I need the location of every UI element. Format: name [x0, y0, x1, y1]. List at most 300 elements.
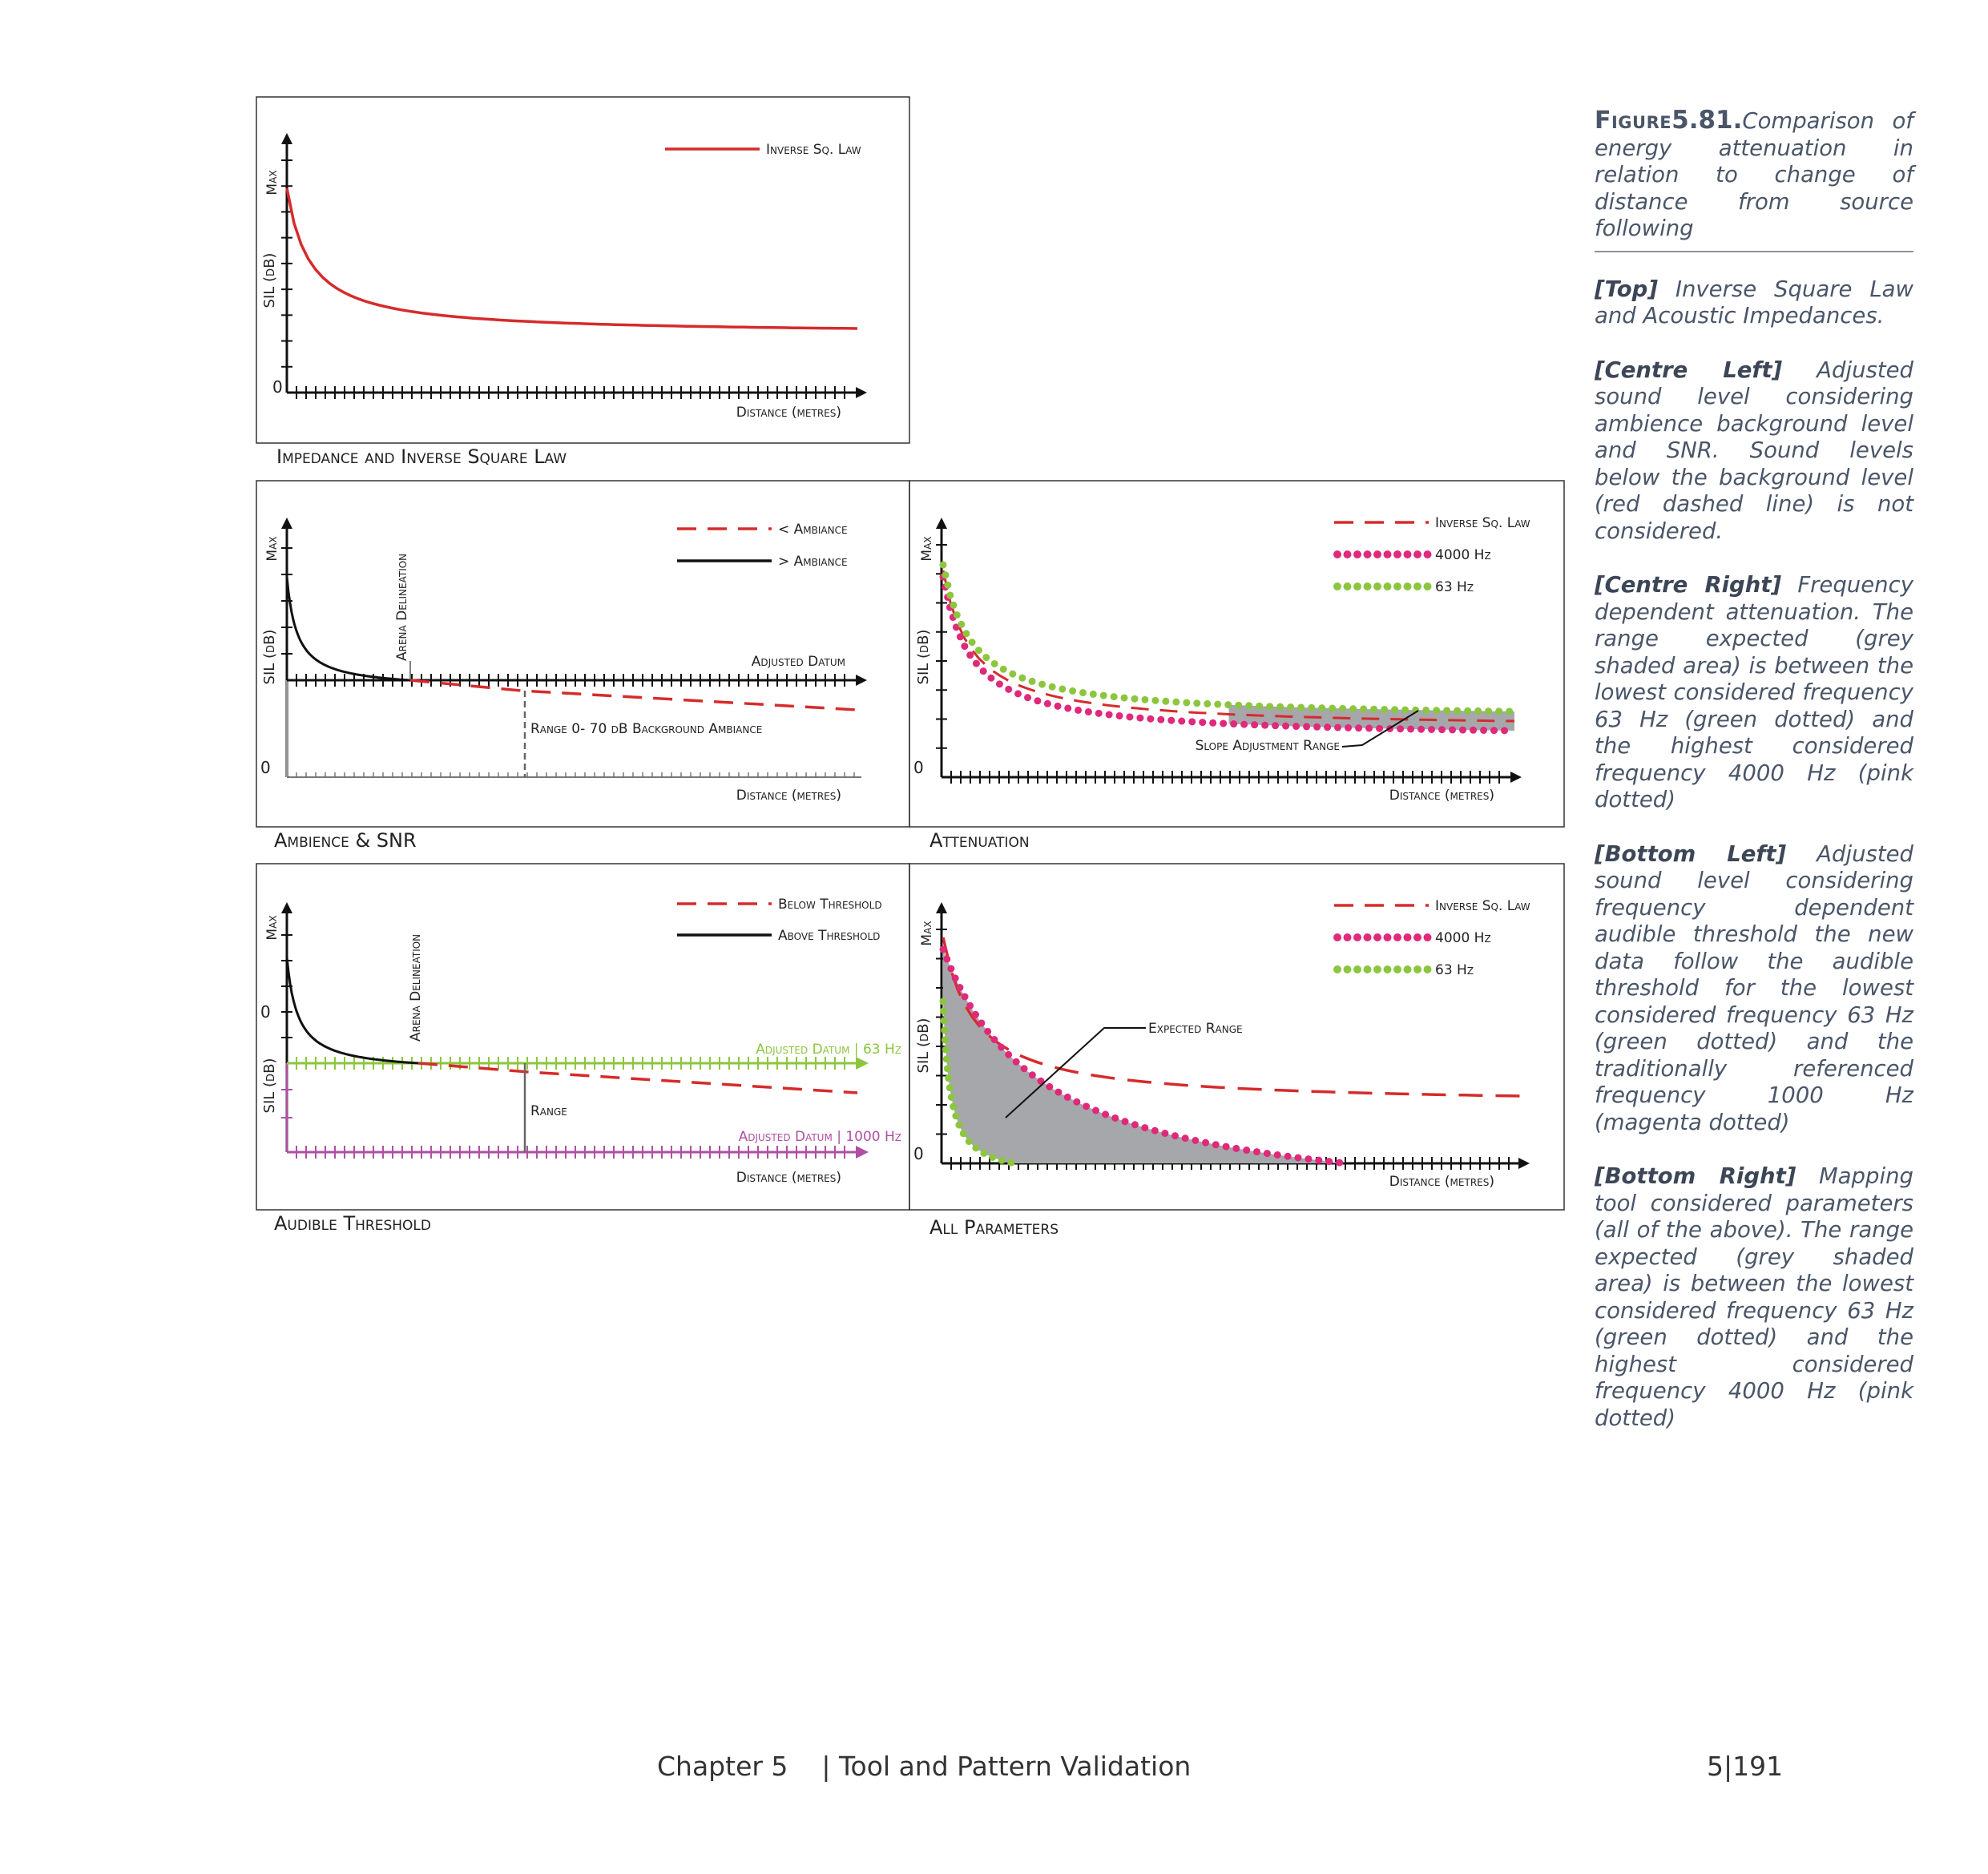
dot-mark: [1102, 1110, 1109, 1118]
legend-63hz-swatch: [1333, 582, 1432, 590]
caption-title: Comparison of energy attenuation in relation to change of distance from source following: [1595, 108, 1913, 241]
dot-mark: [946, 1084, 954, 1091]
y-axis-arrow: [281, 133, 292, 144]
dot-mark: [1318, 704, 1325, 711]
dot-mark: [1424, 965, 1432, 973]
dot-mark: [972, 1144, 979, 1151]
dot-mark: [1220, 719, 1227, 727]
dot-mark: [1393, 965, 1401, 973]
caption-title-block: [1595, 107, 1913, 252]
dot-mark: [1404, 965, 1412, 973]
dot-mark: [1364, 550, 1372, 558]
dot-mark: [1344, 582, 1352, 590]
dot-mark: [1391, 706, 1398, 713]
y-axis-max-label: Max: [264, 536, 280, 562]
arena-delineation-label: Arena Delineation: [394, 553, 410, 661]
dot-mark: [1404, 582, 1412, 590]
dot-mark: [1121, 694, 1128, 701]
dot-mark: [945, 1074, 952, 1082]
dot-mark: [1355, 724, 1362, 731]
x-axis-arrow: [856, 387, 867, 398]
dot-mark: [1333, 582, 1341, 590]
dot-mark: [1454, 707, 1461, 715]
dot-mark: [1333, 965, 1341, 973]
dot-mark: [1029, 678, 1036, 685]
dot-mark: [1064, 705, 1071, 712]
dot-mark: [1038, 681, 1046, 688]
caption-section-head: [Bottom Right]: [1595, 1163, 1796, 1189]
dot-mark: [1182, 1134, 1189, 1142]
adjusted-datum-label: Adjusted Datum: [751, 654, 845, 670]
dot-mark: [1349, 705, 1357, 712]
dot-mark: [961, 643, 968, 650]
x-axis-title: Distance (metres): [1389, 1174, 1494, 1190]
dot-mark: [1014, 690, 1022, 697]
y-axis-zero-label: 0: [913, 758, 924, 777]
dot-mark: [998, 1157, 1006, 1164]
dot-mark: [1024, 694, 1031, 701]
dot-mark: [1136, 715, 1143, 722]
dot-mark: [1214, 701, 1221, 708]
dot-mark: [947, 965, 954, 973]
caption-section-bottom-left: [1595, 841, 1913, 1137]
dot-mark: [980, 1150, 987, 1157]
dot-mark: [1485, 707, 1492, 715]
dot-mark: [1224, 701, 1232, 708]
y-axis-max-label: Max: [264, 915, 280, 941]
dot-mark: [1295, 1154, 1302, 1161]
dot-mark: [1401, 706, 1409, 713]
dot-mark: [960, 1130, 967, 1137]
caption-section-bottom-right: [1595, 1163, 1913, 1432]
dot-mark: [942, 1036, 949, 1043]
caption-section-text: Adjusted sound level considering ambience background level and SNR. Sound levels below the background level (red dashed line) is not considered.: [1595, 357, 1913, 544]
dot-mark: [1141, 696, 1148, 703]
dot-mark: [1334, 723, 1341, 731]
panel-caption: Ambience & SNR: [274, 829, 417, 852]
y-axis-title: SIL (dB): [261, 252, 278, 308]
legend-4000hz-swatch: [1333, 933, 1432, 941]
dot-mark: [1284, 1153, 1292, 1160]
dot-mark: [940, 946, 947, 953]
range-label: Range 0- 70 dB Background Ambiance: [530, 721, 763, 737]
dot-mark: [1424, 582, 1432, 590]
dot-mark: [1232, 1145, 1240, 1152]
dot-mark: [943, 956, 950, 963]
dot-mark: [1162, 698, 1169, 705]
dot-mark: [954, 611, 961, 619]
caption-section-head: [Centre Right]: [1595, 572, 1782, 598]
dot-mark: [966, 1002, 974, 1010]
caption-section-head: [Top]: [1595, 276, 1658, 302]
inverse-square-curve: [287, 188, 857, 328]
dot-mark: [1235, 702, 1242, 709]
dot-mark: [955, 1122, 962, 1129]
dot-mark: [1005, 686, 1012, 693]
adjusted-datum-63hz-label: Adjusted Datum | 63 Hz: [756, 1042, 901, 1058]
dot-mark: [1054, 1089, 1062, 1096]
dot-mark: [998, 1044, 1005, 1051]
legend-below-threshold-label: Below Threshold: [778, 897, 882, 913]
y-axis-max-label: Max: [919, 921, 935, 946]
dot-mark: [1029, 1071, 1036, 1078]
y-axis-zero-label: 0: [260, 758, 271, 777]
legend-63hz-label: 63 Hz: [1435, 579, 1474, 595]
caption-section-head: [Centre Left]: [1595, 357, 1783, 383]
dot-mark: [996, 680, 1003, 687]
dot-mark: [946, 591, 954, 598]
y-axis-title: SIL (dB): [915, 629, 932, 685]
dot-mark: [1404, 550, 1412, 558]
y-axis-title: SIL (dB): [261, 629, 278, 685]
dot-mark: [1459, 727, 1466, 734]
dot-mark: [1433, 707, 1440, 714]
dot-mark: [1490, 727, 1498, 734]
dot-mark: [1243, 1147, 1250, 1154]
dot-mark: [1373, 965, 1381, 973]
dot-mark: [1021, 1065, 1028, 1072]
dot-mark: [1116, 712, 1123, 719]
dot-mark: [973, 660, 980, 667]
y-axis-zero-label: 0: [260, 1002, 271, 1022]
dot-mark: [950, 1103, 957, 1110]
dot-mark: [980, 667, 987, 675]
panel-top-inverse-square-law: [256, 97, 909, 468]
legend-below-ambiance-label: < Ambiance: [778, 522, 848, 538]
dot-mark: [940, 1007, 947, 1014]
dot-mark: [1373, 933, 1381, 941]
dot-mark: [1253, 1148, 1260, 1155]
dot-mark: [1013, 1058, 1020, 1066]
x-axis-title: Distance (metres): [736, 788, 841, 804]
y-axis-arrow: [936, 518, 947, 529]
dot-mark: [1034, 697, 1041, 704]
dot-mark: [1171, 1132, 1179, 1139]
dot-mark: [1364, 582, 1372, 590]
dot-mark: [952, 1112, 959, 1119]
dot-mark: [1413, 933, 1421, 941]
legend-above-ambiance-label: > Ambiance: [778, 554, 848, 570]
dot-mark: [962, 630, 970, 637]
y-axis-zero-label: 0: [272, 377, 283, 397]
y-axis-title: SIL (dB): [261, 1058, 278, 1114]
dot-mark: [1413, 965, 1421, 973]
dot-mark: [1344, 933, 1352, 941]
dot-mark: [1204, 700, 1211, 707]
dot-mark: [1424, 933, 1432, 941]
dot-mark: [956, 984, 963, 991]
dot-mark: [1100, 692, 1107, 699]
dot-mark: [1209, 719, 1216, 727]
panel-bottom-right-all-parameters: [909, 864, 1564, 1239]
dot-mark: [1046, 1083, 1053, 1090]
dot-mark: [1172, 699, 1179, 706]
slope-adjustment-label: Slope Adjustment Range: [1195, 738, 1340, 754]
dot-mark: [1506, 707, 1513, 715]
dot-mark: [1161, 1130, 1168, 1137]
dot-mark: [957, 633, 964, 640]
datum-arrow: [856, 675, 867, 686]
y-axis-arrow: [281, 518, 292, 529]
dot-mark: [944, 582, 951, 589]
dot-mark: [966, 651, 974, 659]
dot-mark: [1333, 933, 1341, 941]
dot-mark: [958, 621, 965, 628]
y-axis-arrow: [281, 902, 292, 913]
dot-mark: [1223, 1143, 1230, 1151]
dot-mark: [1393, 550, 1401, 558]
dot-mark: [1151, 1127, 1159, 1134]
dot-mark: [990, 1036, 998, 1043]
dot-mark: [1251, 721, 1258, 728]
panel-centre-left-ambience: [256, 481, 909, 852]
dot-mark: [1287, 703, 1294, 711]
legend-inverse-sq-law-label: Inverse Sq. Law: [766, 142, 861, 158]
dot-mark: [1292, 723, 1300, 730]
dot-mark: [1313, 723, 1321, 731]
dot-mark: [942, 1046, 950, 1053]
dot-mark: [1297, 703, 1304, 711]
dot-mark: [950, 602, 958, 609]
dot-mark: [1376, 725, 1383, 732]
dot-mark: [1183, 699, 1190, 706]
dot-mark: [941, 1017, 948, 1024]
dot-mark: [1308, 704, 1315, 711]
caption-section-text: Mapping tool considered parameters (all of the above). The range expected (grey shaded area) is between the lowest considered frequency 63 Hz (green dotted) and the highest considered frequency 4000 Hz (pink dotted): [1595, 1163, 1913, 1431]
panel-caption: Audible Threshold: [274, 1212, 431, 1235]
dot-mark: [1325, 1158, 1333, 1165]
dot-mark: [1075, 707, 1082, 714]
dot-mark: [1339, 705, 1346, 712]
figure-caption: [1595, 107, 1913, 1459]
dot-mark: [1384, 933, 1392, 941]
dot-mark: [1370, 706, 1377, 713]
dot-mark: [1199, 719, 1206, 726]
legend-4000hz-swatch: [1333, 550, 1432, 558]
dot-mark: [1353, 965, 1361, 973]
range-label: Range: [530, 1103, 567, 1119]
dot-mark: [1333, 550, 1341, 558]
dot-mark: [1178, 718, 1185, 725]
legend-inverse-sq-law-label: Inverse Sq. Law: [1435, 898, 1530, 914]
panel-caption: Attenuation: [929, 829, 1030, 852]
dot-mark: [1147, 715, 1154, 723]
dot-mark: [1384, 582, 1392, 590]
dot-mark: [1272, 722, 1279, 729]
panel-centre-right-attenuation: [909, 481, 1564, 852]
dot-mark: [1106, 711, 1113, 718]
dot-mark: [969, 639, 976, 646]
dot-mark: [940, 998, 947, 1006]
footer-page-number: 5|191: [1707, 1751, 1784, 1782]
dot-mark: [1397, 725, 1404, 732]
dot-mark: [1384, 550, 1392, 558]
dot-mark: [987, 675, 994, 682]
dot-mark: [1230, 720, 1237, 727]
dot-mark: [1384, 965, 1392, 973]
dot-mark: [1264, 1150, 1271, 1157]
dot-mark: [1353, 582, 1361, 590]
dot-mark: [1007, 1159, 1014, 1167]
dot-mark: [1364, 965, 1372, 973]
dot-mark: [1282, 723, 1289, 730]
caption-section-head: [Bottom Left]: [1595, 840, 1787, 867]
dot-mark: [1188, 718, 1196, 725]
dot-mark: [1324, 723, 1331, 731]
dot-mark: [982, 654, 990, 661]
dot-mark: [1261, 722, 1268, 729]
y-axis-max-label: Max: [264, 170, 280, 195]
dot-mark: [1449, 726, 1456, 733]
datum-63hz-arrow: [856, 1057, 869, 1070]
legend-4000hz-label: 4000 Hz: [1435, 930, 1491, 946]
caption-section-text: Frequency dependent attenuation. The range expected (grey shaded area) is between the lowest considered frequency 63 Hz (green dotted) and the highest considered frequency 4000 Hz (pink dotted): [1595, 572, 1913, 812]
caption-figure-number: 5.81.: [1671, 106, 1743, 135]
dot-mark: [1085, 708, 1092, 715]
dot-mark: [1005, 1051, 1012, 1058]
expected-range-label: Expected Range: [1148, 1021, 1243, 1037]
dot-mark: [1428, 726, 1435, 733]
dot-mark: [1059, 686, 1066, 693]
dot-mark: [989, 1154, 996, 1161]
dot-mark: [1192, 1137, 1199, 1144]
legend-63hz-label: 63 Hz: [1435, 962, 1474, 978]
dot-mark: [1495, 707, 1502, 715]
dot-mark: [1329, 705, 1336, 712]
legend-4000hz-label: 4000 Hz: [1435, 547, 1491, 563]
y-axis-arrow: [936, 902, 947, 913]
legend-inverse-sq-law-label: Inverse Sq. Law: [1435, 515, 1530, 531]
dot-mark: [1240, 721, 1248, 728]
dot-mark: [1470, 727, 1477, 734]
dot-mark: [1069, 687, 1076, 695]
dot-mark: [1424, 550, 1432, 558]
dot-mark: [1044, 700, 1051, 707]
dot-mark: [1365, 724, 1373, 731]
dot-mark: [940, 562, 947, 569]
dot-mark: [1373, 550, 1381, 558]
dot-mark: [1276, 703, 1284, 711]
dot-mark: [1353, 933, 1361, 941]
dot-mark: [1079, 689, 1087, 696]
dot-mark: [1256, 703, 1263, 710]
dot-mark: [1111, 693, 1118, 700]
caption-section-text: Adjusted sound level considering frequency dependent audible threshold the new data follow the audible threshold for the lowest considered frequency 63 Hz (green dotted) and the traditionally referenced frequency 1000 Hz (magenta dotted): [1595, 840, 1913, 1135]
dot-mark: [962, 993, 969, 1001]
dot-mark: [1417, 726, 1425, 733]
x-axis-arrow: [1518, 1158, 1530, 1169]
dot-mark: [1064, 1094, 1071, 1101]
dot-mark: [1009, 671, 1016, 678]
dot-mark: [944, 1065, 951, 1072]
x-axis-title: Distance (metres): [736, 1170, 841, 1186]
dot-mark: [1111, 1114, 1119, 1122]
caption-section-top: [1595, 276, 1913, 330]
panel-caption: Impedance and Inverse Square Law: [276, 445, 567, 468]
y-axis-max-label: Max: [919, 536, 935, 562]
dot-mark: [948, 1094, 955, 1101]
dot-mark: [1413, 550, 1421, 558]
dot-mark: [1344, 550, 1352, 558]
dot-mark: [1193, 699, 1200, 707]
dot-mark: [942, 571, 949, 578]
dot-mark: [1274, 1151, 1281, 1159]
dot-mark: [1151, 697, 1159, 704]
dot-mark: [1131, 1121, 1139, 1128]
x-axis-title: Distance (metres): [736, 405, 841, 421]
caption-section-centre-right: [1595, 572, 1913, 814]
dot-mark: [1464, 707, 1471, 715]
dot-mark: [966, 1138, 973, 1145]
dot-mark: [1141, 1124, 1148, 1131]
dot-mark: [1360, 705, 1367, 712]
dot-mark: [1245, 702, 1252, 709]
dot-mark: [1438, 726, 1446, 733]
dot-mark: [1126, 713, 1133, 720]
panel-caption: All Parameters: [929, 1216, 1059, 1239]
dot-mark: [1422, 707, 1430, 714]
dot-mark: [1443, 707, 1450, 714]
dot-mark: [1393, 933, 1401, 941]
dot-mark: [1474, 707, 1482, 715]
dot-mark: [1212, 1141, 1220, 1148]
dot-mark: [1304, 1155, 1312, 1163]
panel-bottom-left-audible-threshold: [256, 864, 909, 1235]
legend-63hz-swatch: [1333, 965, 1432, 973]
dot-mark: [1501, 727, 1508, 734]
dot-mark: [1131, 695, 1138, 703]
dot-mark: [1266, 703, 1273, 710]
dot-mark: [1073, 1098, 1080, 1106]
datum-1000hz-arrow: [856, 1146, 869, 1159]
dot-mark: [1090, 691, 1097, 698]
dot-mark: [1157, 716, 1164, 723]
legend-above-threshold-label: Above Threshold: [778, 928, 881, 944]
dot-mark: [1315, 1157, 1322, 1164]
dot-mark: [1018, 675, 1026, 682]
dot-mark: [1407, 725, 1414, 732]
dot-mark: [1480, 727, 1487, 734]
dot-mark: [952, 974, 959, 981]
dot-mark: [978, 1019, 985, 1026]
dot-mark: [941, 1026, 948, 1034]
arena-delineation-label: Arena Delineation: [408, 933, 424, 1042]
x-axis-arrow: [1510, 772, 1522, 783]
dot-mark: [984, 1028, 991, 1035]
dot-mark: [943, 1055, 950, 1062]
y-axis-zero-label: 0: [913, 1144, 924, 1163]
dot-mark: [1353, 550, 1361, 558]
dot-mark: [1167, 717, 1175, 724]
dot-mark: [1344, 965, 1352, 973]
y-axis-title: SIL (dB): [915, 1018, 932, 1074]
dot-mark: [1095, 710, 1103, 717]
dot-mark: [991, 660, 998, 667]
caption-section-centre-left: [1595, 357, 1913, 546]
caption-figure-label: Figure: [1595, 107, 1672, 135]
dot-mark: [975, 647, 982, 654]
dot-mark: [1373, 582, 1381, 590]
dot-mark: [1054, 703, 1062, 710]
footer-chapter: Chapter 5 | Tool and Pattern Validation: [657, 1751, 1192, 1782]
dot-mark: [1404, 933, 1412, 941]
dot-mark: [1049, 683, 1056, 691]
dot-mark: [1083, 1102, 1090, 1110]
dot-mark: [1000, 666, 1007, 673]
dot-mark: [1364, 933, 1372, 941]
caption-section-text: Inverse Square Law and Acoustic Impedances.: [1595, 276, 1913, 328]
dot-mark: [1336, 1159, 1343, 1167]
